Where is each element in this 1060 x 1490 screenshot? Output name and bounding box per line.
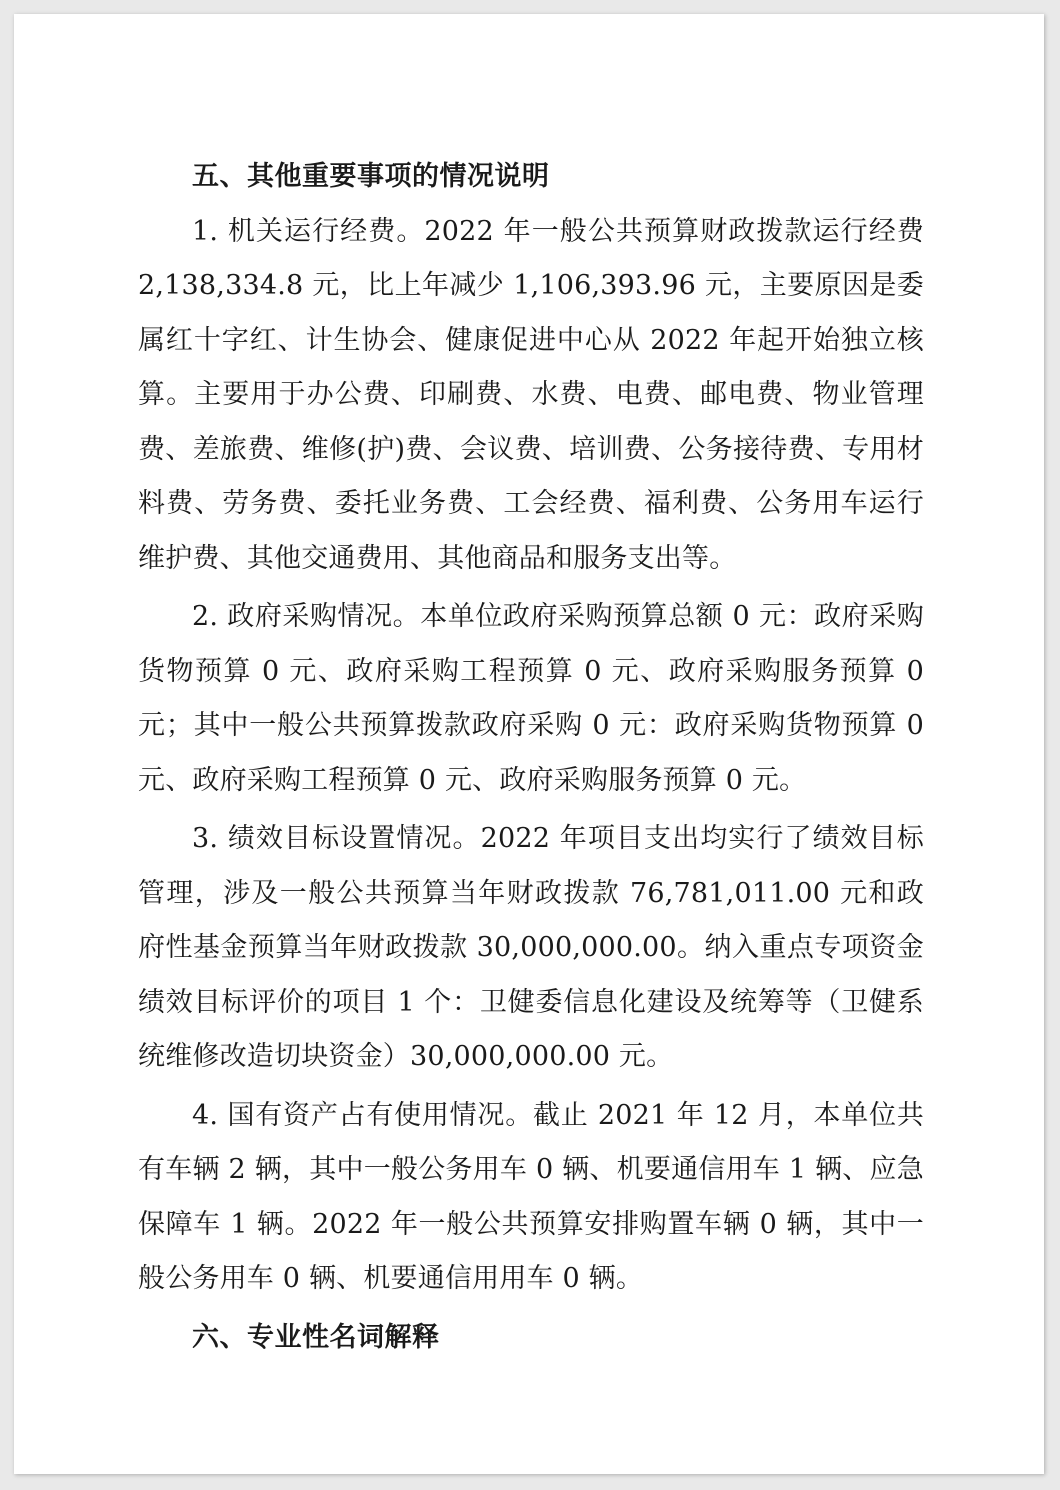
paragraph-performance-targets: 3. 绩效目标设置情况。2022 年项目支出均实行了绩效目标管理，涉及一般公共预算当年财政拨款 76,781,011.00 元和政府性基金预算当年财政拨款 30,000,000.00。纳入重点专项资金绩效目标评价的项目 1 个：卫健委信息化建设及统筹等（卫健系统维修改造切块资金）30,000,000.00 元。 bbox=[138, 823, 924, 1072]
document-body bbox=[138, 150, 924, 1365]
section-heading-terminology: 六、专业性名词解释 bbox=[192, 1321, 440, 1353]
paragraph-government-procurement: 2. 政府采购情况。本单位政府采购预算总额 0 元：政府采购货物预算 0 元、政府采购工程预算 0 元、政府采购服务预算 0 元；其中一般公共预算拨款政府采购 0 元：政府采购货物预算 0 元、政府采购工程预算 0 元、政府采购服务预算 0 元。 bbox=[138, 601, 924, 796]
section-heading-other-matters: 五、其他重要事项的情况说明 bbox=[192, 161, 550, 192]
document-page bbox=[14, 14, 1044, 1474]
paragraph-state-assets: 4. 国有资产占有使用情况。截止 2021 年 12 月，本单位共有车辆 2 辆，其中一般公务用车 0 辆、机要通信用车 1 辆、应急保障车 1 辆。2022 年一般公共预算安排购置车辆 0 辆，其中一般公务用车 0 辆、机要通信用用车 0 辆。 bbox=[138, 1099, 924, 1294]
paragraph-operating-expenses: 1. 机关运行经费。2022 年一般公共预算财政拨款运行经费 2,138,334.8 元，比上年减少 1,106,393.96 元，主要原因是委属红十字红、计生协会、健康促进中心从 2022 年起开始独立核算。主要用于办公费、印刷费、水费、电费、邮电费、物业管理费、差旅费、维修(护)费、会议费、培训费、公务接待费、专用材料费、劳务费、委托业务费、工会经费、福利费、公务用车运行维护费、其他交通费用、其他商品和服务支出等。 bbox=[138, 215, 924, 574]
